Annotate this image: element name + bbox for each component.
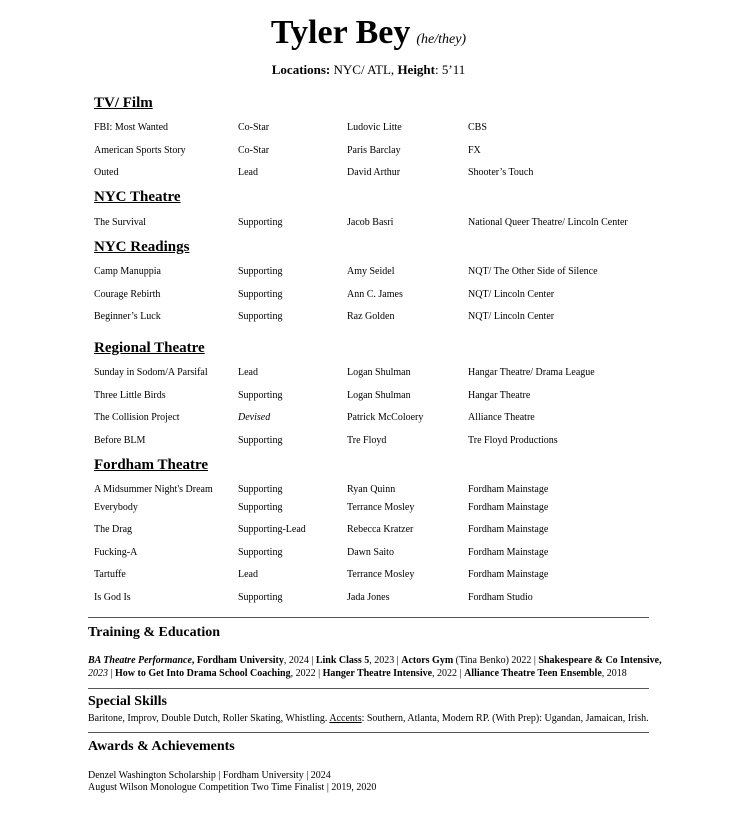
- credit-title: Outed: [94, 167, 119, 178]
- credit-title: The Collision Project: [94, 412, 180, 423]
- credit-director: Ann C. James: [347, 289, 403, 300]
- credit-title: The Survival: [94, 217, 146, 228]
- credit-company: Fordham Mainstage: [468, 484, 549, 495]
- credit-company: Fordham Mainstage: [468, 547, 549, 558]
- skills-text: Baritone, Improv, Double Dutch, Roller Skating, Whistling.: [88, 713, 330, 724]
- divider: [88, 732, 649, 733]
- training-sep: , 2022 |: [432, 668, 465, 679]
- credit-title: Fucking-A: [94, 547, 138, 558]
- credit-title: The Drag: [94, 524, 133, 535]
- credit-title: Three Little Birds: [94, 390, 166, 401]
- credit-company: Fordham Studio: [468, 592, 533, 603]
- credit-director: Tre Floyd: [347, 435, 387, 446]
- credit-company: Tre Floyd Productions: [468, 435, 558, 446]
- credit-director: Dawn Saito: [347, 547, 394, 558]
- credit-company: National Queer Theatre/ Lincoln Center: [468, 217, 628, 228]
- training-item: Hanger Theatre Intensive: [322, 668, 433, 679]
- credit-role: Supporting-Lead: [238, 524, 306, 535]
- credit-title: A Midsummer Night's Dream: [94, 484, 213, 495]
- award-item: August Wilson Monologue Competition Two Time Finalist | 2019, 2020: [88, 782, 377, 793]
- training-line-2: [88, 668, 627, 679]
- accents-label: Accents: [329, 713, 362, 724]
- resume-name-heading: [0, 11, 737, 62]
- training-sep: , 2018: [601, 668, 627, 679]
- credit-role: Devised: [238, 412, 271, 423]
- credit-role: Supporting: [238, 502, 283, 513]
- credit-director: Logan Shulman: [347, 390, 411, 401]
- locations-value: NYC/ ATL,: [330, 62, 398, 77]
- credit-company: Alliance Theatre: [468, 412, 535, 423]
- training-sep: , 2023 |: [369, 655, 402, 666]
- credit-director: Jacob Basri: [347, 217, 394, 228]
- credit-role: Supporting: [238, 311, 283, 322]
- locations-height-line: [0, 62, 737, 78]
- training-item: Link Class 5: [315, 655, 370, 666]
- credit-company: Fordham Mainstage: [468, 524, 549, 535]
- credit-company: NQT/ Lincoln Center: [468, 311, 555, 322]
- credit-director: Patrick McColoery: [347, 412, 424, 423]
- credit-role: Lead: [238, 569, 258, 580]
- credit-company: Fordham Mainstage: [468, 502, 549, 513]
- credit-title: Before BLM: [94, 435, 146, 446]
- section-title-special-skills: Special Skills: [88, 694, 167, 709]
- credit-director: Rebecca Kratzer: [347, 524, 414, 535]
- height-value: : 5’11: [435, 62, 466, 77]
- credit-role: Co-Star: [238, 145, 270, 156]
- credit-director: Ludovic Litte: [347, 122, 402, 133]
- training-sep: |: [108, 668, 116, 679]
- divider: [88, 617, 649, 618]
- pronouns: (he/they): [416, 32, 467, 47]
- section-title-awards: Awards & Achievements: [88, 739, 235, 754]
- credit-company: NQT/ The Other Side of Silence: [468, 266, 598, 277]
- skills-accents: : Southern, Atlanta, Modern RP. (With Prep): Ugandan, Jamaican, Irish.: [361, 713, 649, 724]
- credit-company: FX: [468, 145, 481, 156]
- training-sep: , 2024 |: [283, 655, 316, 666]
- actor-name: Tyler Bey: [270, 14, 411, 51]
- section-title-fordham-theatre: Fordham Theatre: [94, 457, 209, 473]
- credit-title: Sunday in Sodom/A Parsifal: [94, 367, 208, 378]
- training-line-1: [88, 655, 662, 666]
- credit-director: Ryan Quinn: [347, 484, 396, 495]
- credit-role: Supporting: [238, 435, 283, 446]
- height-label: Height: [397, 62, 435, 77]
- credit-role: Supporting: [238, 289, 283, 300]
- credit-director: Jada Jones: [347, 592, 390, 603]
- credit-role: Supporting: [238, 266, 283, 277]
- section-title-regional-theatre: Regional Theatre: [94, 340, 205, 356]
- award-item: Denzel Washington Scholarship | Fordham University | 2024: [88, 770, 331, 781]
- training-item: Alliance Theatre Teen Ensemble: [464, 668, 602, 679]
- credit-director: Terrance Mosley: [347, 502, 415, 513]
- credit-company: Hangar Theatre/ Drama League: [468, 367, 595, 378]
- credit-title: Courage Rebirth: [94, 289, 161, 300]
- credit-title: Is God Is: [94, 592, 131, 603]
- credit-title: American Sports Story: [94, 145, 186, 156]
- section-title-nyc-readings: NYC Readings: [94, 239, 190, 255]
- credit-company: Hangar Theatre: [468, 390, 531, 401]
- credit-title: Tartuffe: [94, 569, 126, 580]
- training-school: , Fordham University: [191, 655, 284, 666]
- locations-label: Locations:: [271, 62, 331, 77]
- credit-director: Logan Shulman: [347, 367, 411, 378]
- credit-company: NQT/ Lincoln Center: [468, 289, 555, 300]
- credit-role: Supporting: [238, 217, 283, 228]
- skills-line: [88, 713, 649, 724]
- credit-company: Fordham Mainstage: [468, 569, 549, 580]
- credit-director: Terrance Mosley: [347, 569, 415, 580]
- credit-director: Raz Golden: [347, 311, 395, 322]
- training-item: Shakespeare & Co Intensive,: [538, 655, 662, 666]
- credit-role: Supporting: [238, 547, 283, 558]
- training-item: How to Get Into Drama School Coaching: [115, 668, 291, 679]
- credit-director: Paris Barclay: [347, 145, 401, 156]
- divider: [88, 688, 649, 689]
- credit-role: Lead: [238, 167, 258, 178]
- training-item: Actors Gym: [401, 655, 454, 666]
- section-title-training: Training & Education: [88, 625, 220, 640]
- credit-title: Beginner’s Luck: [94, 311, 161, 322]
- credit-title: Everybody: [94, 502, 138, 513]
- credit-role: Supporting: [238, 592, 283, 603]
- credit-company: CBS: [468, 122, 487, 133]
- credit-role: Co-Star: [238, 122, 270, 133]
- training-degree: BA Theatre Performance: [88, 655, 192, 666]
- section-title-nyc-theatre: NYC Theatre: [94, 189, 181, 205]
- training-sep: , 2022 |: [290, 668, 323, 679]
- training-year: 2023: [88, 668, 108, 679]
- section-title-tv-film: TV/ Film: [94, 95, 153, 111]
- credit-director: Amy Seidel: [347, 266, 395, 277]
- credit-role: Supporting: [238, 484, 283, 495]
- credit-role: Supporting: [238, 390, 283, 401]
- credit-title: Camp Manuppia: [94, 266, 161, 277]
- training-sep: (Tina Benko) 2022 |: [453, 655, 539, 666]
- credit-director: David Arthur: [347, 167, 401, 178]
- credit-role: Lead: [238, 367, 258, 378]
- credit-title: FBI: Most Wanted: [94, 122, 169, 133]
- credit-company: Shooter’s Touch: [468, 167, 534, 178]
